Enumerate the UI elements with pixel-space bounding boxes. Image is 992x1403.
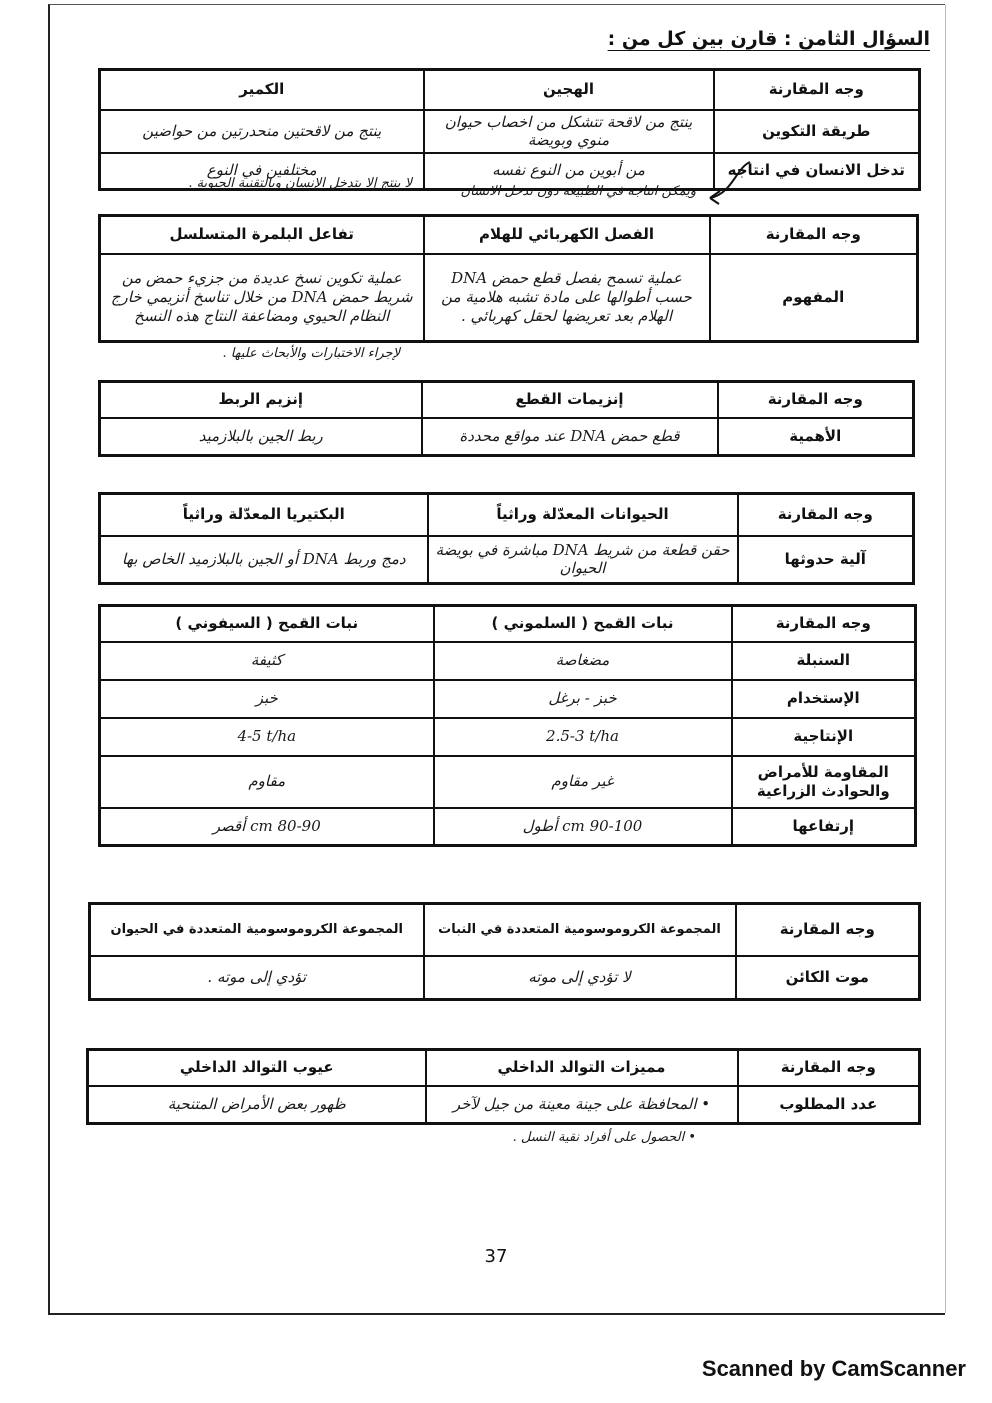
table-header-cell: نبات القمح ( السلموني ): [434, 606, 732, 642]
row-heading: موت الكائن: [736, 956, 920, 1000]
table-header-cell: الحيوانات المعدّلة وراثياً: [428, 494, 738, 536]
answer-cell: لا تؤدي إلى موته: [424, 956, 736, 1000]
page-number: 37: [484, 1246, 508, 1267]
question-title: السؤال الثامن : قارن بين كل من :: [607, 28, 930, 50]
comparison-table-gm-organisms: [98, 492, 915, 585]
table-header-cell: الفصل الكهربائي للهلام: [424, 216, 710, 254]
comparison-table-polyploidy: [88, 902, 921, 1001]
table-header-cell: المجموعة الكروموسومية المتعددة في النبات: [424, 904, 736, 956]
table-header-cell: الكمير: [100, 70, 424, 110]
answer-cell: عملية تسمح بفصل قطع حمض DNA حسب أطوالها على مادة تشبه هلامية من الهلام بعد تعريضها لحقل كهربائي .: [424, 254, 710, 342]
comparison-table-hybrid-chimera: [98, 68, 921, 191]
handwritten-note: لا ينتج إلا بتدخل الإنسان وبالتقنية الحيوية .: [188, 176, 412, 191]
answer-cell: مختلفين في النوع: [100, 153, 424, 189]
answer-cell: خبز: [100, 680, 434, 718]
answer-cell: ينتج من لاقحة تتشكل من اخصاب حيوان منوي وبويضة: [424, 110, 714, 154]
answer-cell: ينتج من لاقحتين منحدرتين من حواضين: [100, 110, 424, 154]
row-heading: السنبلة: [732, 642, 916, 680]
row-heading: المفهوم: [710, 254, 918, 342]
answer-cell: مقاوم: [100, 756, 434, 808]
table-header-cell: إنزيم الربط: [100, 382, 422, 418]
table-header-cell: وجه المقارنة: [714, 70, 920, 110]
comparison-table-wheat: [98, 604, 917, 847]
answer-cell: خبز - برغل: [434, 680, 732, 718]
answer-cell: 2.5-3 t/ha: [434, 718, 732, 756]
comparison-table-gel-pcr: [98, 214, 919, 343]
answer-cell: 80-90 cm أقصر: [100, 808, 434, 846]
answer-cell: تؤدي إلى موته .: [90, 956, 424, 1000]
answer-cell: • المحافظة على جينة معينة من جيل لآخر: [426, 1086, 738, 1124]
answer-cell: ظهور بعض الأمراض المتنحية: [88, 1086, 426, 1124]
table-header-cell: تفاعل البلمرة المتسلسل: [100, 216, 424, 254]
handwritten-note: لإجراء الاختبارات والأبحاث عليها .: [222, 346, 400, 361]
handwritten-note: ويمكن انتاجه في الطبيعة دون تدخل الانسان: [460, 184, 696, 199]
answer-cell: ربط الجين بالبلازميد: [100, 418, 422, 456]
comparison-table-enzymes: [98, 380, 915, 457]
row-heading: الأهمية: [718, 418, 914, 456]
answer-cell: عملية تكوين نسخ عديدة من جزيء حمض من شريط حمض DNA من خلال تناسخ أنزيمي خارج النظام الحيوي ومضاعفة النتاج هذه النسخ: [100, 254, 424, 342]
row-heading: تدخل الانسان في انتاجه: [714, 153, 920, 189]
table-header-cell: البكتيريا المعدّلة وراثياً: [100, 494, 428, 536]
row-heading: الإستخدام: [732, 680, 916, 718]
table-header-cell: وجه المقارنة: [738, 494, 914, 536]
row-heading: آلية حدوثها: [738, 536, 914, 584]
table-header-cell: عيوب التوالد الداخلي: [88, 1050, 426, 1086]
answer-cell: 4-5 t/ha: [100, 718, 434, 756]
table-header-cell: إنزيمات القطع: [422, 382, 718, 418]
answer-cell: 90-100 cm أطول: [434, 808, 732, 846]
row-heading: عدد المطلوب: [738, 1086, 920, 1124]
table-header-cell: وجه المقارنة: [732, 606, 916, 642]
answer-cell: حقن قطعة من شريط DNA مباشرة في بويضة الحيوان: [428, 536, 738, 584]
table-header-cell: المجموعة الكروموسومية المتعددة في الحيوان: [90, 904, 424, 956]
table-header-cell: نبات القمح ( السيفوني ): [100, 606, 434, 642]
answer-cell: غير مقاوم: [434, 756, 732, 808]
row-heading: الإنتاجية: [732, 718, 916, 756]
answer-cell: كثيفة: [100, 642, 434, 680]
handwritten-note: • الحصول على أفراد نقية النسل .: [512, 1130, 696, 1145]
comparison-table-inbreeding: [86, 1048, 921, 1125]
table-header-cell: مميزات التوالد الداخلي: [426, 1050, 738, 1086]
table-header-cell: وجه المقارنة: [718, 382, 914, 418]
row-heading: طريقة التكوين: [714, 110, 920, 154]
answer-cell: قطع حمض DNA عند مواقع محددة: [422, 418, 718, 456]
table-header-cell: وجه المقارنة: [738, 1050, 920, 1086]
table-header-cell: الهجين: [424, 70, 714, 110]
scanner-credit: Scanned by CamScanner: [701, 1356, 966, 1381]
arrow-icon: [692, 158, 752, 208]
answer-cell: من أبوين من النوع نفسه: [424, 153, 714, 189]
answer-cell: دمج وربط DNA أو الجين بالبلازميد الخاص بها: [100, 536, 428, 584]
row-heading: إرتفاعها: [732, 808, 916, 846]
answer-cell: مضغاصة: [434, 642, 732, 680]
table-header-cell: وجه المقارنة: [710, 216, 918, 254]
row-heading: المقاومة للأمراض والحوادث الزراعية: [732, 756, 916, 808]
table-header-cell: وجه المقارنة: [736, 904, 920, 956]
